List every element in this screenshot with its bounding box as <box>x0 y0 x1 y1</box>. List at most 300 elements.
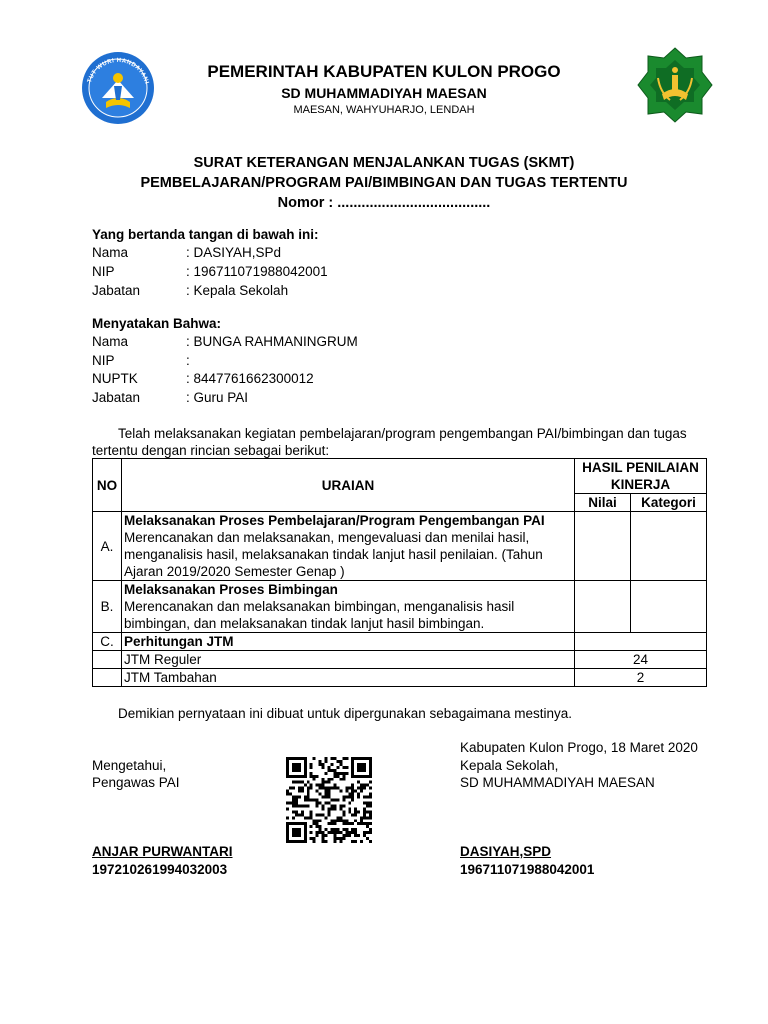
row-jtm-tambahan-value: 2 <box>575 669 707 687</box>
qr-module <box>351 822 354 825</box>
qr-module <box>325 790 328 793</box>
signatory-value-jabatan: : Kepala Sekolah <box>186 283 289 298</box>
qr-module <box>286 760 289 763</box>
qr-module <box>336 828 339 831</box>
qr-module <box>354 775 357 778</box>
col-header-nilai: Nilai <box>575 494 631 512</box>
qr-module <box>310 799 313 802</box>
qr-module <box>310 810 313 813</box>
qr-module <box>351 831 354 834</box>
qr-module <box>336 787 339 790</box>
qr-module <box>348 822 351 825</box>
qr-module <box>307 799 310 802</box>
qr-module <box>333 837 336 840</box>
qr-module <box>357 787 360 790</box>
qr-module <box>298 757 301 760</box>
qr-module <box>342 757 345 760</box>
qr-module <box>336 816 339 819</box>
qr-module <box>357 775 360 778</box>
table-row <box>93 633 707 651</box>
qr-module <box>363 807 366 810</box>
qr-module <box>351 799 354 802</box>
qr-module <box>301 775 304 778</box>
qr-module <box>369 766 372 769</box>
qr-module <box>298 766 301 769</box>
row-a-kategori <box>631 512 707 581</box>
row-a-line-1: Merencanakan dan melaksanakan, mengevaluasi dan menilai hasil, <box>124 530 530 545</box>
qr-module <box>351 760 354 763</box>
qr-module <box>289 840 292 843</box>
statement-label-jabatan: Jabatan <box>92 390 141 405</box>
qr-module <box>360 840 363 843</box>
qr-module <box>336 831 339 834</box>
qr-module <box>286 816 289 819</box>
qr-module <box>322 781 325 784</box>
qr-module <box>333 787 336 790</box>
qr-module <box>310 816 313 819</box>
qr-module <box>286 766 289 769</box>
qr-module <box>339 778 342 781</box>
qr-module <box>342 772 345 775</box>
qr-module <box>292 763 295 766</box>
qr-module <box>325 840 328 843</box>
qr-module <box>286 822 289 825</box>
qr-module <box>357 766 360 769</box>
qr-module <box>298 775 301 778</box>
qr-module <box>319 801 322 804</box>
statement-intro: Menyatakan Bahwa: <box>92 316 222 331</box>
qr-module <box>369 787 372 790</box>
qr-module <box>348 787 351 790</box>
statement-label-nuptk: NUPTK <box>92 371 138 386</box>
qr-module <box>354 810 357 813</box>
qr-module <box>307 787 310 790</box>
qr-module <box>345 772 348 775</box>
qr-module <box>366 757 369 760</box>
qr-module <box>369 760 372 763</box>
signatory-label-nama: Nama <box>92 245 129 260</box>
qr-module <box>369 781 372 784</box>
qr-module <box>342 813 345 816</box>
qr-module <box>304 766 307 769</box>
qr-module <box>348 801 351 804</box>
qr-module <box>298 840 301 843</box>
qr-module <box>304 822 307 825</box>
qr-module <box>348 793 351 796</box>
qr-module <box>304 772 307 775</box>
qr-module <box>286 763 289 766</box>
col-header-no: NO <box>93 459 122 512</box>
row-a-line-3: Ajaran 2019/2020 Semester Genap ) <box>124 564 345 579</box>
qr-module <box>322 807 325 810</box>
qr-module <box>333 822 336 825</box>
qr-module <box>328 793 331 796</box>
qr-module <box>295 801 298 804</box>
row-a-title: Melaksanakan Proses Pembelajaran/Program Pengembangan PAI <box>124 513 545 528</box>
qr-module <box>354 790 357 793</box>
qr-module <box>328 769 331 772</box>
qr-module <box>289 775 292 778</box>
qr-module <box>366 837 369 840</box>
qr-module <box>316 804 319 807</box>
qr-module <box>330 769 333 772</box>
qr-module <box>336 837 339 840</box>
closing-statement: Demikian pernyataan ini dibuat untuk dipergunakan sebagaimana mestinya. <box>118 706 573 721</box>
qr-module <box>357 822 360 825</box>
qr-module <box>339 831 342 834</box>
right-sign-title-1: Kepala Sekolah, <box>460 758 559 773</box>
qr-module <box>366 784 369 787</box>
qr-module <box>328 831 331 834</box>
qr-module <box>342 796 345 799</box>
qr-module <box>366 831 369 834</box>
qr-module <box>307 793 310 796</box>
qr-module <box>304 760 307 763</box>
qr-module <box>295 834 298 837</box>
qr-module <box>316 825 319 828</box>
qr-module <box>357 769 360 772</box>
qr-module <box>348 796 351 799</box>
qr-module <box>313 822 316 825</box>
qr-module <box>295 757 298 760</box>
right-sign-name: DASIYAH,SPD <box>460 844 552 859</box>
qr-module <box>369 813 372 816</box>
qr-module <box>357 810 360 813</box>
qr-module <box>310 813 313 816</box>
qr-module <box>325 828 328 831</box>
qr-module <box>354 807 357 810</box>
qr-module <box>354 831 357 834</box>
qr-module <box>333 784 336 787</box>
qr-module <box>345 834 348 837</box>
statement-value-nuptk: : 8447761662300012 <box>186 371 314 386</box>
qr-module <box>360 787 363 790</box>
row-a-nilai <box>575 512 631 581</box>
qr-module <box>292 834 295 837</box>
qr-module <box>328 807 331 810</box>
qr-module <box>330 763 333 766</box>
qr-module <box>313 799 316 802</box>
qr-module <box>295 763 298 766</box>
header-line-2: SD MUHAMMADIYAH MAESAN <box>281 85 487 101</box>
row-jtm-tambahan-label: JTM Tambahan <box>122 669 575 687</box>
qr-module <box>363 796 366 799</box>
qr-module <box>322 837 325 840</box>
qr-module <box>295 766 298 769</box>
qr-module <box>310 784 313 787</box>
qr-code <box>286 757 372 843</box>
qr-module <box>319 784 322 787</box>
qr-module <box>319 763 322 766</box>
qr-module <box>295 775 298 778</box>
qr-module <box>330 799 333 802</box>
doc-title-line-1: SURAT KETERANGAN MENJALANKAN TUGAS (SKMT) <box>193 155 575 171</box>
qr-module <box>363 784 366 787</box>
qr-module <box>360 763 363 766</box>
qr-module <box>339 760 342 763</box>
qr-module <box>319 787 322 790</box>
row-b-no: B. <box>93 581 122 633</box>
qr-module <box>345 828 348 831</box>
qr-module <box>339 804 342 807</box>
qr-module <box>319 825 322 828</box>
qr-module <box>292 801 295 804</box>
qr-module <box>366 810 369 813</box>
qr-module <box>330 822 333 825</box>
qr-module <box>354 840 357 843</box>
qr-module <box>345 757 348 760</box>
qr-module <box>325 760 328 763</box>
qr-module <box>289 801 292 804</box>
qr-module <box>316 801 319 804</box>
qr-module <box>339 807 342 810</box>
qr-module <box>333 775 336 778</box>
qr-module <box>333 834 336 837</box>
qr-module <box>357 793 360 796</box>
qr-module <box>298 834 301 837</box>
qr-module <box>369 822 372 825</box>
qr-module <box>360 757 363 760</box>
qr-module <box>292 831 295 834</box>
qr-module <box>369 769 372 772</box>
qr-module <box>313 837 316 840</box>
rincian-table <box>92 458 707 687</box>
qr-module <box>286 825 289 828</box>
qr-module <box>351 766 354 769</box>
qr-module <box>351 784 354 787</box>
qr-module <box>354 819 357 822</box>
qr-module <box>351 813 354 816</box>
header-line-1: PEMERINTAH KABUPATEN KULON PROGO <box>207 62 561 81</box>
qr-module <box>369 775 372 778</box>
qr-module <box>360 775 363 778</box>
qr-module <box>366 804 369 807</box>
qr-module <box>316 790 319 793</box>
qr-module <box>369 796 372 799</box>
qr-module <box>360 822 363 825</box>
qr-module <box>322 813 325 816</box>
qr-module <box>360 766 363 769</box>
qr-module <box>363 763 366 766</box>
qr-module <box>336 772 339 775</box>
qr-module <box>319 813 322 816</box>
qr-module <box>304 796 307 799</box>
qr-module <box>298 787 301 790</box>
qr-module <box>322 763 325 766</box>
qr-module <box>322 784 325 787</box>
qr-module <box>295 799 298 802</box>
qr-module <box>357 796 360 799</box>
qr-module <box>316 813 319 816</box>
qr-module <box>339 837 342 840</box>
signatory-intro: Yang bertanda tangan di bawah ini: <box>92 227 319 242</box>
qr-module <box>301 790 304 793</box>
qr-module <box>316 819 319 822</box>
qr-module <box>322 831 325 834</box>
qr-module <box>295 804 298 807</box>
qr-module <box>328 787 331 790</box>
qr-module <box>286 769 289 772</box>
qr-module <box>336 760 339 763</box>
qr-module <box>292 799 295 802</box>
qr-module <box>307 796 310 799</box>
qr-module <box>342 778 345 781</box>
qr-module <box>295 796 298 799</box>
qr-module <box>369 763 372 766</box>
qr-module <box>363 801 366 804</box>
qr-module <box>330 831 333 834</box>
row-jtm-tambahan-no <box>93 669 122 687</box>
qr-module <box>342 799 345 802</box>
qr-module <box>292 787 295 790</box>
qr-module <box>363 831 366 834</box>
paragraph-line-1: Telah melaksanakan kegiatan pembelajaran/program pengembangan PAI/bimbingan dan tugas <box>118 426 687 441</box>
table-row <box>93 651 707 669</box>
col-header-hasil-line-2: KINERJA <box>610 477 671 492</box>
qr-module <box>304 804 307 807</box>
qr-module <box>301 804 304 807</box>
qr-module <box>348 807 351 810</box>
qr-module <box>286 793 289 796</box>
qr-module <box>360 790 363 793</box>
qr-module <box>357 834 360 837</box>
qr-module <box>298 822 301 825</box>
qr-module <box>360 816 363 819</box>
qr-module <box>333 831 336 834</box>
qr-module <box>345 766 348 769</box>
qr-module <box>369 828 372 831</box>
qr-module <box>304 831 307 834</box>
qr-module <box>351 769 354 772</box>
qr-module <box>304 757 307 760</box>
qr-module <box>342 828 345 831</box>
qr-module <box>322 804 325 807</box>
qr-module <box>307 816 310 819</box>
left-sign-title-1: Mengetahui, <box>92 758 167 773</box>
qr-module <box>295 831 298 834</box>
qr-module <box>333 799 336 802</box>
qr-module <box>328 822 331 825</box>
qr-module <box>328 810 331 813</box>
qr-module <box>289 787 292 790</box>
qr-module <box>333 804 336 807</box>
qr-module <box>328 766 331 769</box>
row-b-title: Melaksanakan Proses Bimbingan <box>124 582 338 597</box>
qr-module <box>328 801 331 804</box>
qr-module <box>319 828 322 831</box>
row-b-line-1: Merencanakan dan melaksanakan bimbingan, menganalisis hasil <box>124 599 515 614</box>
qr-module <box>330 757 333 760</box>
qr-module <box>339 790 342 793</box>
qr-module <box>286 775 289 778</box>
table-row <box>93 669 707 687</box>
qr-module <box>292 822 295 825</box>
qr-module <box>351 775 354 778</box>
qr-module <box>316 834 319 837</box>
qr-module <box>289 757 292 760</box>
qr-module <box>325 787 328 790</box>
row-b-nilai <box>575 581 631 633</box>
qr-module <box>342 775 345 778</box>
qr-module <box>351 790 354 793</box>
qr-module <box>298 769 301 772</box>
qr-module <box>322 766 325 769</box>
qr-module <box>366 816 369 819</box>
qr-module <box>330 778 333 781</box>
qr-module <box>292 757 295 760</box>
row-jtm-reguler-value: 24 <box>575 651 707 669</box>
qr-module <box>351 828 354 831</box>
qr-module <box>304 775 307 778</box>
qr-module <box>348 810 351 813</box>
qr-module <box>330 828 333 831</box>
qr-module <box>345 790 348 793</box>
qr-module <box>292 816 295 819</box>
signatory-value-nama: : DASIYAH,SPd <box>186 245 282 260</box>
qr-module <box>292 810 295 813</box>
qr-module <box>369 757 372 760</box>
table-row <box>93 512 707 581</box>
qr-module <box>289 793 292 796</box>
qr-module <box>342 804 345 807</box>
qr-module <box>333 772 336 775</box>
qr-module <box>363 757 366 760</box>
qr-module <box>354 834 357 837</box>
row-b-line-2: bimbingan, dan melaksanakan tindak lanjut hasil bimbingan. <box>124 616 485 631</box>
qr-module <box>304 799 307 802</box>
qr-module <box>333 769 336 772</box>
place-date: Kabupaten Kulon Progo, 18 Maret 2020 <box>460 740 698 755</box>
qr-module <box>316 775 319 778</box>
qr-module <box>363 787 366 790</box>
left-sign-nip: 197210261994032003 <box>92 862 228 877</box>
qr-module <box>295 781 298 784</box>
qr-module <box>322 834 325 837</box>
statement-value-nip: : <box>186 353 190 368</box>
qr-module <box>360 819 363 822</box>
qr-module <box>325 772 328 775</box>
qr-module <box>292 766 295 769</box>
qr-module <box>304 834 307 837</box>
qr-module <box>360 769 363 772</box>
qr-module <box>336 775 339 778</box>
qr-module <box>357 757 360 760</box>
qr-module <box>354 757 357 760</box>
qr-module <box>292 769 295 772</box>
row-a-line-2: menganalisis hasil, melaksanakan tindak lanjut hasil penilaian. (Tahun <box>124 547 543 562</box>
qr-module <box>330 807 333 810</box>
qr-module <box>369 816 372 819</box>
qr-module <box>328 781 331 784</box>
qr-module <box>357 763 360 766</box>
qr-module <box>304 828 307 831</box>
qr-module <box>298 790 301 793</box>
qr-module <box>304 825 307 828</box>
col-header-uraian: URAIAN <box>122 459 575 512</box>
qr-module <box>351 796 354 799</box>
qr-module <box>292 781 295 784</box>
qr-module <box>307 804 310 807</box>
statement-value-nama: : BUNGA RAHMANINGRUM <box>186 334 358 349</box>
statement-label-nama: Nama <box>92 334 129 349</box>
qr-module <box>363 766 366 769</box>
qr-module <box>286 837 289 840</box>
row-c-title: Perhitungan JTM <box>122 633 575 651</box>
qr-module <box>313 819 316 822</box>
qr-module <box>339 763 342 766</box>
qr-module <box>286 772 289 775</box>
qr-module <box>330 804 333 807</box>
